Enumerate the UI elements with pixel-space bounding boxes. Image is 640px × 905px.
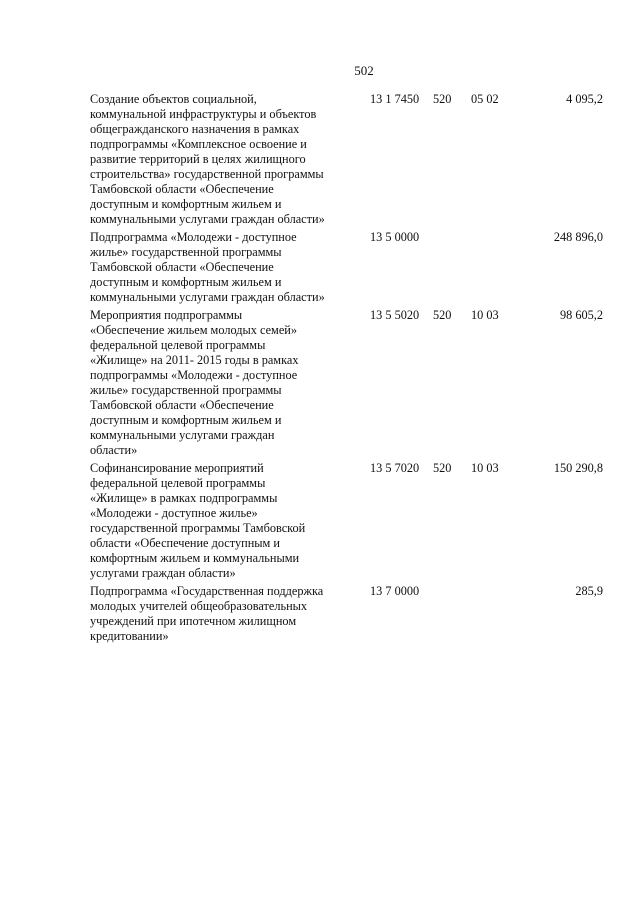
expense-type-code: 520 (433, 92, 452, 106)
amount: 150 290,8 (553, 461, 603, 475)
budget-table (90, 92, 603, 647)
page-number: 502 (354, 63, 374, 78)
amount: 285,9 (575, 584, 603, 598)
section-subsection-code: 10 03 (471, 308, 499, 322)
target-article-code: 13 7 0000 (370, 584, 420, 598)
target-article-code: 13 5 5020 (370, 308, 420, 322)
target-article-code: 13 5 7020 (370, 461, 420, 475)
amount: 98 605,2 (559, 308, 603, 322)
row-description: Подпрограмма «Государственная поддержка молодых учителей общеобразовательных учреждений при ипотечном жилищном кредитовании» (90, 584, 324, 643)
amount: 248 896,0 (553, 230, 603, 244)
target-article-code: 13 1 7450 (370, 92, 420, 106)
section-subsection-code: 05 02 (471, 92, 499, 106)
table-row (90, 584, 603, 644)
row-description: Создание объектов социальной, коммунальной инфраструктуры и объектов общегражданского назначения в рамках подпрограммы «Комплексное освоение и развитие территорий в целях жилищного строительства» государственной программы Тамбовской области «Обеспечение доступным и комфортным жильем и коммунальными услугами граждан области» (90, 92, 325, 226)
section-subsection-code: 10 03 (471, 461, 499, 475)
row-description: Софинансирование мероприятий федеральной целевой программы «Жилище» в рамках подпрограммы «Молодежи - доступное жилье» государственной программы Тамбовской области «Обеспечение доступным и комфортным жильем и коммунальными услугами граждан области» (90, 461, 306, 580)
row-description: Мероприятия подпрограммы «Обеспечение жильем молодых семей» федеральной целевой программы «Жилище» на 2011- 2015 годы в рамках подпрограммы «Молодежи - доступное жилье» государственной программы Тамбовской области «Обеспечение доступным и комфортным жильем и коммунальными услугами граждан области» (90, 308, 299, 457)
table-row (90, 230, 603, 305)
amount: 4 095,2 (566, 92, 603, 106)
expense-type-code: 520 (433, 308, 452, 322)
table-row (90, 308, 603, 458)
table-row (90, 92, 603, 227)
expense-type-code: 520 (433, 461, 452, 475)
table-row (90, 461, 603, 581)
row-description: Подпрограмма «Молодежи - доступное жилье» государственной программы Тамбовской области «Обеспечение доступным и комфортным жильем и коммунальными услугами граждан области» (90, 230, 325, 304)
target-article-code: 13 5 0000 (370, 230, 420, 244)
